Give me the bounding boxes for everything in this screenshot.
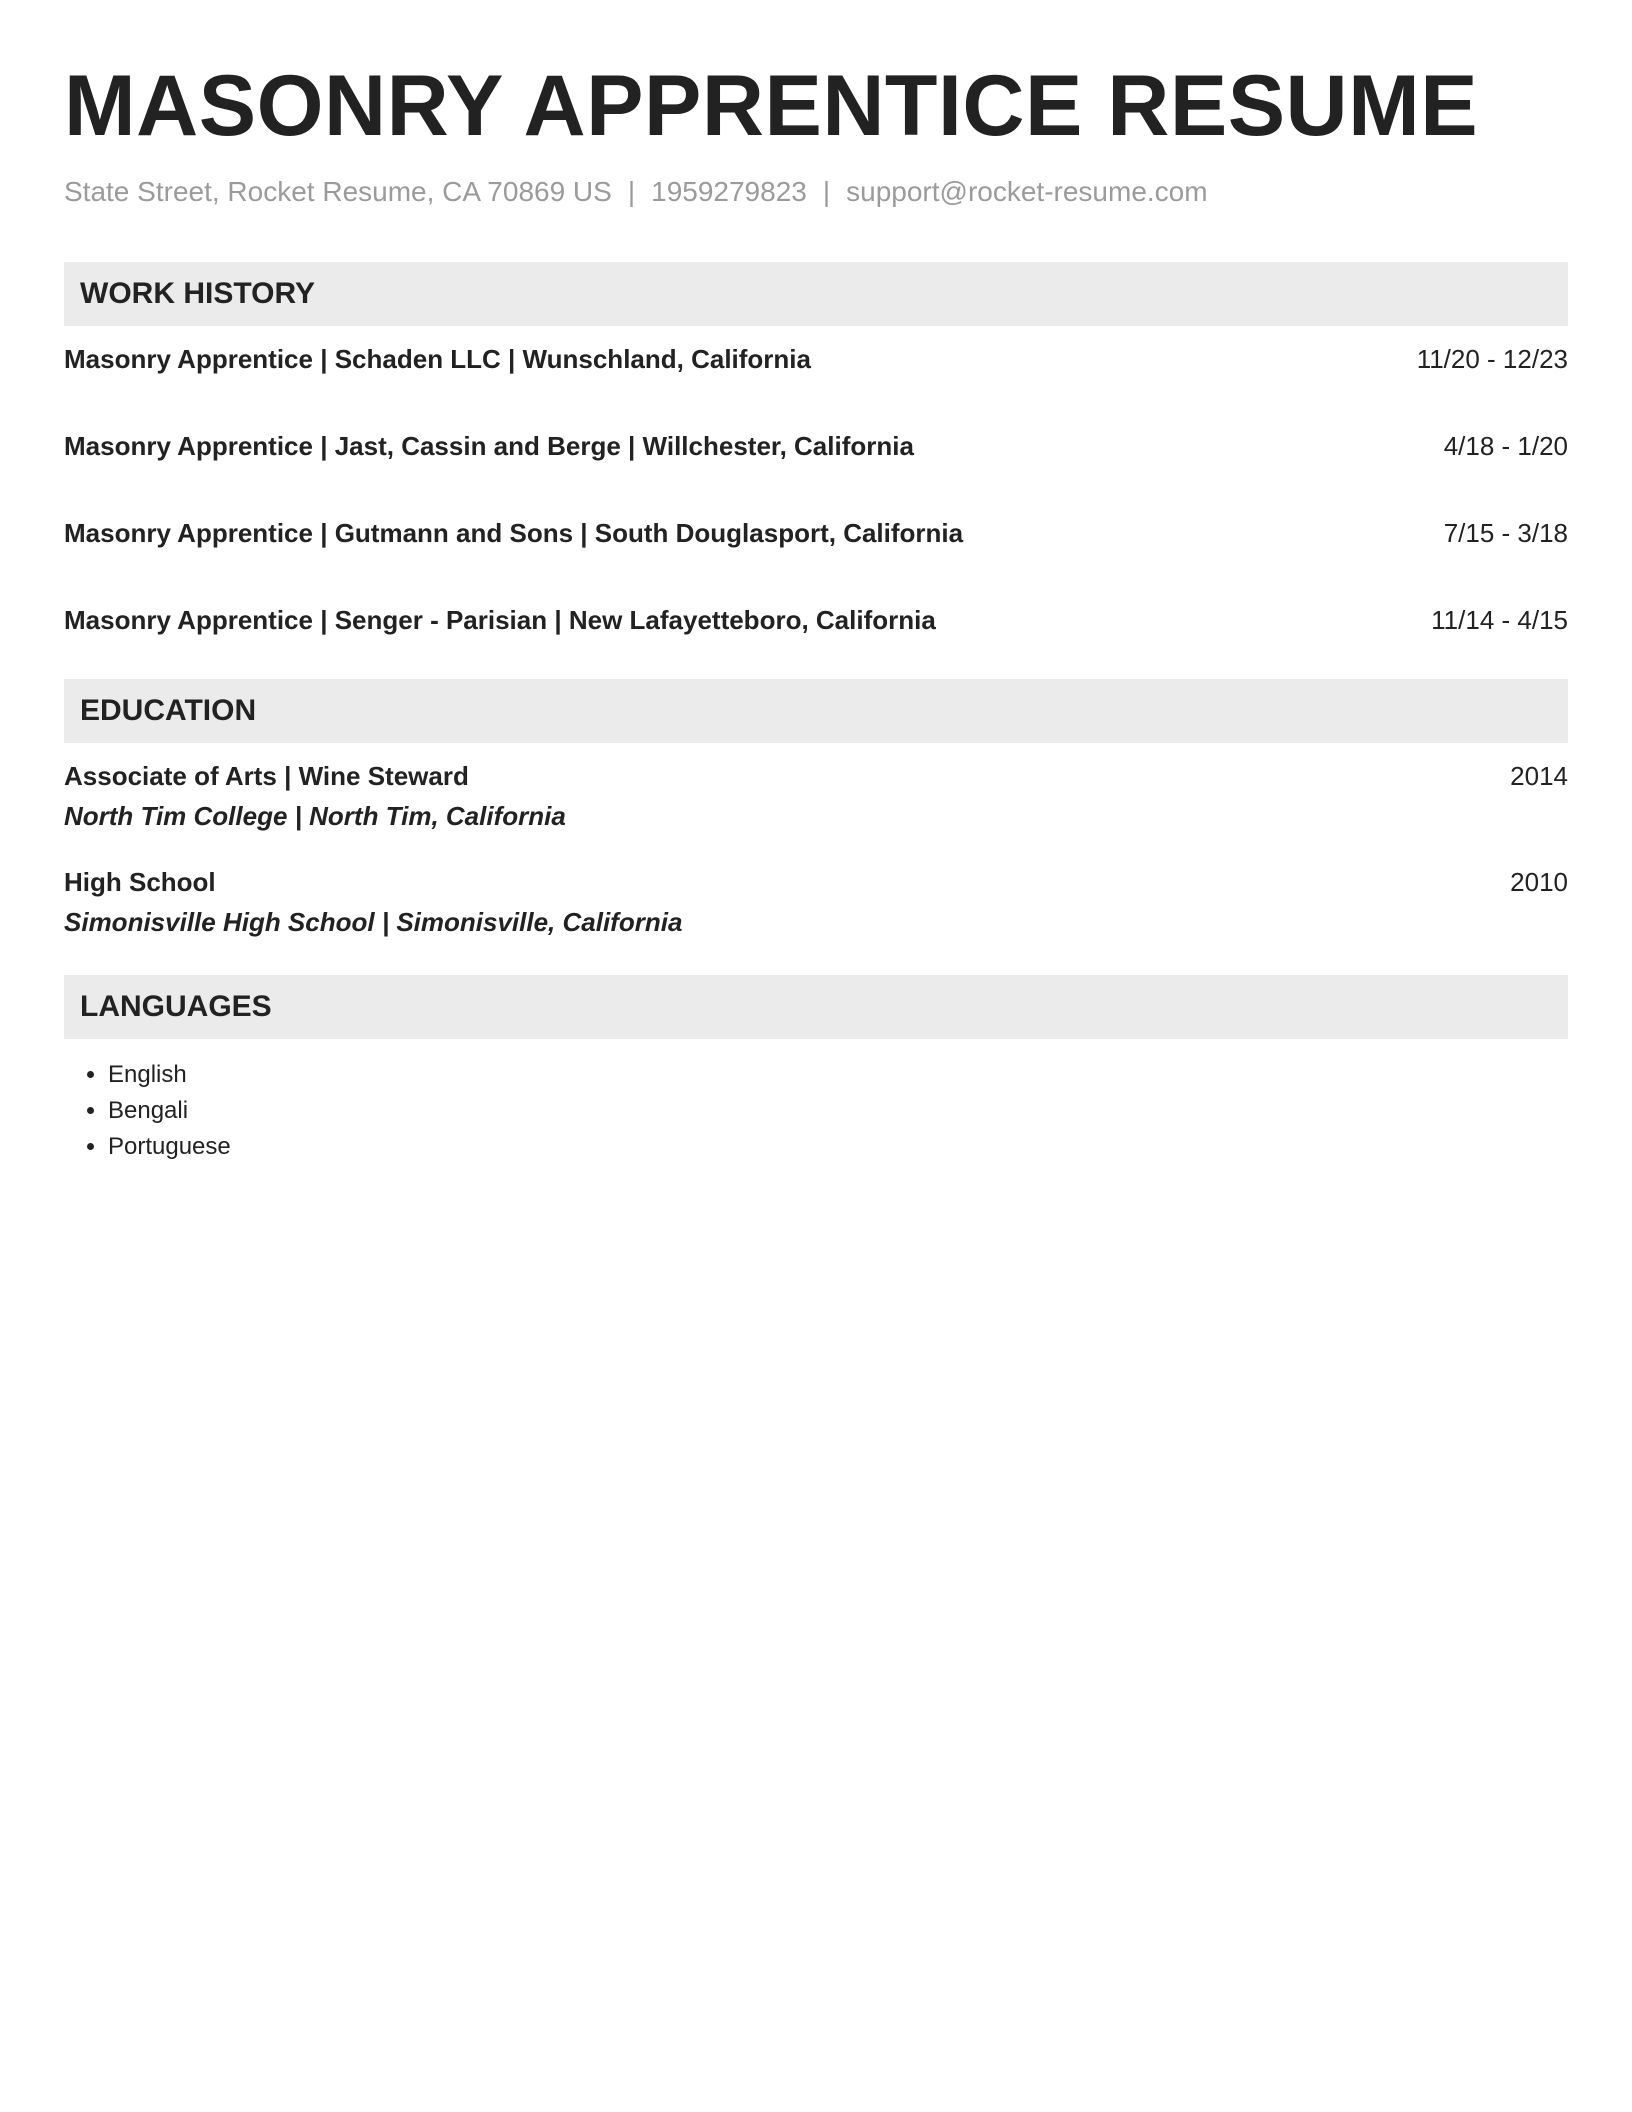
language-item: • English <box>108 1057 1568 1093</box>
job-title: Masonry Apprentice | Gutmann and Sons | South Douglasport, California <box>64 518 964 548</box>
job-dates: 11/20 - 12/23 <box>1416 344 1568 374</box>
education-row <box>64 759 1568 793</box>
education-year: 2014 <box>1510 761 1568 791</box>
contact-separator: | <box>822 176 831 207</box>
job-entry <box>64 429 1568 463</box>
education-school: Simonisville High School | Simonisville, California <box>64 907 683 937</box>
education-row <box>64 865 1568 899</box>
job-title: Masonry Apprentice | Senger - Parisian | New Lafayetteboro, California <box>64 605 936 635</box>
education-section <box>64 679 1568 939</box>
education-degree: High School <box>64 867 216 897</box>
job-dates: 7/15 - 3/18 <box>1443 518 1568 548</box>
language-item: • Portuguese <box>108 1129 1568 1165</box>
contact-line <box>64 174 1568 210</box>
contact-phone: 1959279823 <box>651 176 807 207</box>
education-entry <box>64 759 1568 833</box>
languages-heading: LANGUAGES <box>64 975 1568 1039</box>
contact-separator: | <box>627 176 636 207</box>
job-dates: 4/18 - 1/20 <box>1443 431 1568 461</box>
contact-email: support@rocket-resume.com <box>846 176 1208 207</box>
job-title: Masonry Apprentice | Schaden LLC | Wunschland, California <box>64 344 811 374</box>
job-dates: 11/14 - 4/15 <box>1431 605 1568 635</box>
job-list <box>64 326 1568 637</box>
work-history-section <box>64 262 1568 637</box>
education-list <box>64 743 1568 939</box>
job-entry <box>64 342 1568 376</box>
contact-address: State Street, Rocket Resume, CA 70869 US <box>64 176 612 207</box>
education-school: North Tim College | North Tim, California <box>64 801 566 831</box>
job-title: Masonry Apprentice | Jast, Cassin and Berge | Willchester, California <box>64 431 914 461</box>
education-year: 2010 <box>1510 867 1568 897</box>
education-degree: Associate of Arts | Wine Steward <box>64 761 469 791</box>
job-entry <box>64 603 1568 637</box>
languages-section <box>64 975 1568 1165</box>
language-list <box>64 1057 1568 1165</box>
education-entry <box>64 865 1568 939</box>
education-heading: EDUCATION <box>64 679 1568 743</box>
job-entry <box>64 516 1568 550</box>
resume-title: MASONRY APPRENTICE RESUME <box>64 58 1479 154</box>
language-item: • Bengali <box>108 1093 1568 1129</box>
work-history-heading: WORK HISTORY <box>64 262 1568 326</box>
